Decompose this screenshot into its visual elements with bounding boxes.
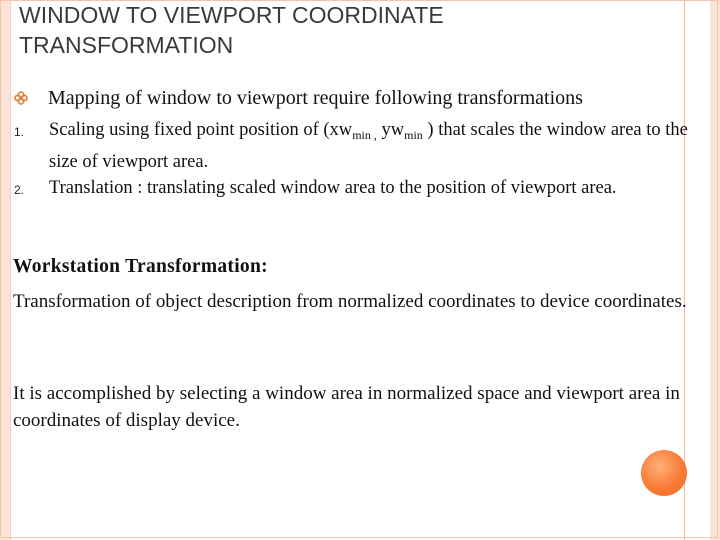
list-item-text: Translation : translating scaled window area to the position of viewport area. — [49, 178, 617, 198]
paragraph-1: Transformation of object description from normalized coordinates to device coordinates. — [13, 291, 687, 312]
list-number: 1. — [14, 125, 25, 139]
subscript-min: min — [404, 128, 423, 142]
flower-bullet-icon — [14, 91, 28, 105]
list-item-text — [49, 117, 689, 176]
title-line-2: TRANSFORMATION — [19, 32, 234, 58]
paragraph-2: It is accomplished by selecting a window area in normalized space and viewport area in coordinates of display device. — [13, 383, 680, 431]
orange-circle-icon — [641, 450, 687, 496]
list-item-text-mid: yw — [376, 120, 405, 140]
bullet-text: Mapping of window to viewport require following transformations — [48, 87, 583, 109]
title-line-1: WINDOW TO VIEWPORT COORDINATE — [19, 2, 444, 28]
list-item-text-suffix: ) that scales the window area to the size of viewport area. — [49, 120, 688, 172]
slide-title — [19, 0, 619, 60]
section-heading: Workstation Transformation: — [13, 256, 268, 277]
list-item-text-prefix: Scaling using fixed point position of (xw — [49, 120, 353, 140]
subscript-min: min , — [352, 128, 377, 142]
list-number: 2. — [14, 183, 25, 197]
